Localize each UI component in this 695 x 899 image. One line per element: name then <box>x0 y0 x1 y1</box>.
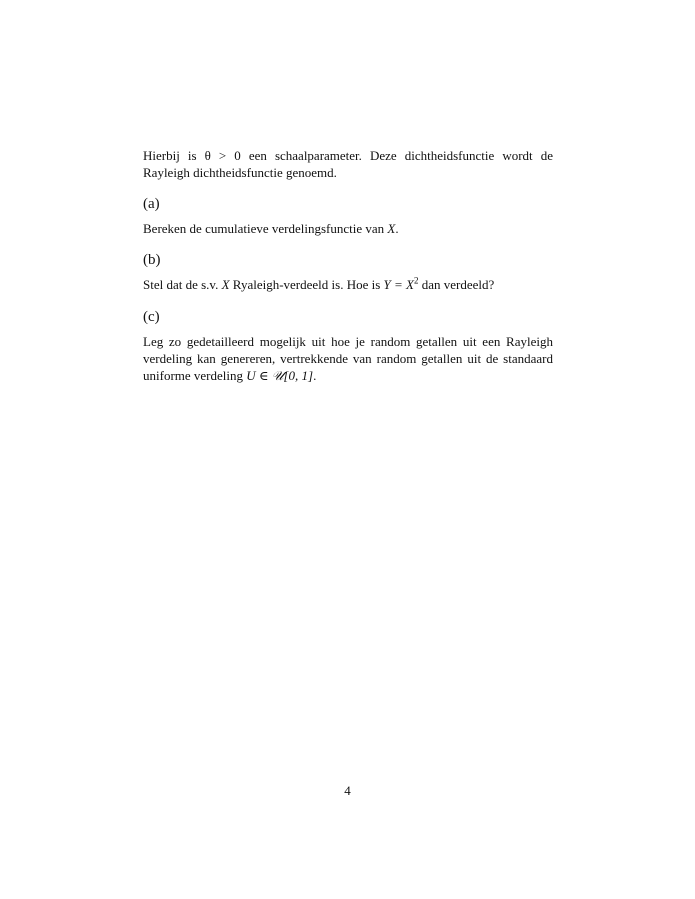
part-c-line-3-before: uniforme verdeling <box>143 368 247 383</box>
part-a-variable: X <box>387 221 396 236</box>
part-b-text-3: dan verdeeld? <box>418 277 495 292</box>
part-c-heading: (c) <box>143 309 160 325</box>
intro-line-2: Rayleigh dichtheidsfunctie genoemd. <box>143 165 337 180</box>
part-c-line-3 <box>143 367 553 384</box>
part-a-text <box>143 220 553 237</box>
part-b-variable: X <box>221 277 230 292</box>
part-b-heading: (b) <box>143 252 161 268</box>
part-c-line-3-after: . <box>313 368 317 383</box>
part-b-exponent: 2 <box>414 275 419 286</box>
page-number: 4 <box>344 783 351 798</box>
intro-paragraph <box>143 147 553 181</box>
part-a-heading: (a) <box>143 196 160 212</box>
intro-line-1: Hierbij is θ > 0 een schaalparameter. Deze dichtheidsfunctie wordt de <box>143 148 553 163</box>
part-c-line-2: verdeling kan genereren, vertrekkende van random getallen uit de standaard <box>143 351 553 366</box>
part-c-paragraph <box>143 333 553 384</box>
part-b-expression: Y = X <box>383 277 414 292</box>
part-b-text-2: Ryaleigh-verdeeld is. Hoe is <box>229 277 384 292</box>
part-a-text-before: Bereken de cumulatieve verdelingsfunctie van <box>143 221 388 236</box>
part-b-text <box>143 276 553 293</box>
part-c-math: U ∈ 𝒰[0, 1] <box>246 368 314 383</box>
part-c-line-1: Leg zo gedetailleerd mogelijk uit hoe je random getallen uit een Rayleigh <box>143 334 553 349</box>
part-a-text-after: . <box>395 221 399 236</box>
part-b-text-1: Stel dat de s.v. <box>143 277 222 292</box>
